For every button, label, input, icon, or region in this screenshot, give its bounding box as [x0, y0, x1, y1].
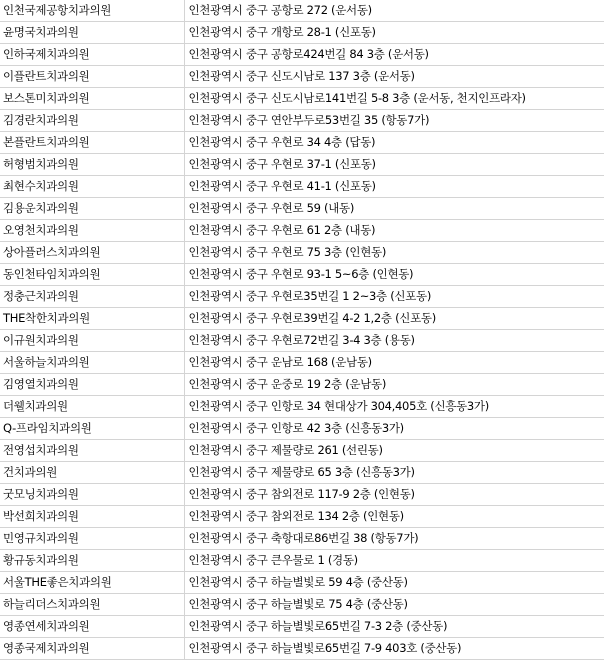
clinic-address-cell[interactable]: 인천광역시 중구 운중로 19 2층 (운남동)	[184, 374, 604, 396]
clinic-address-cell[interactable]: 인천광역시 중구 연안부두로53번길 35 (항동7가)	[184, 110, 604, 132]
table-row	[0, 66, 604, 88]
table-row	[0, 154, 604, 176]
clinic-address-cell[interactable]: 인천광역시 중구 우현로39번길 4-2 1,2층 (신포동)	[184, 308, 604, 330]
clinic-name-cell[interactable]: 서울THE좋은치과의원	[0, 572, 184, 594]
clinic-name-cell[interactable]: 인하국제치과의원	[0, 44, 184, 66]
table-row	[0, 396, 604, 418]
clinic-address-cell[interactable]: 인천광역시 중구 신도시남로 137 3층 (운서동)	[184, 66, 604, 88]
clinic-name-cell[interactable]: Q-프라임치과의원	[0, 418, 184, 440]
clinic-name-cell[interactable]: 김경란치과의원	[0, 110, 184, 132]
clinic-name-cell[interactable]: 굿모닝치과의원	[0, 484, 184, 506]
clinic-address-cell[interactable]: 인천광역시 중구 제물량로 65 3층 (신흥동3가)	[184, 462, 604, 484]
table-row	[0, 440, 604, 462]
clinic-name-cell[interactable]: 보스톤미치과의원	[0, 88, 184, 110]
clinic-address-cell[interactable]: 인천광역시 중구 축항대로86번길 38 (항동7가)	[184, 528, 604, 550]
table-row	[0, 0, 604, 22]
table-row	[0, 286, 604, 308]
table-row	[0, 242, 604, 264]
clinic-name-cell[interactable]: 건치과의원	[0, 462, 184, 484]
clinic-address-cell[interactable]: 인천광역시 중구 참외전로 134 2층 (인현동)	[184, 506, 604, 528]
clinic-name-cell[interactable]: 박선희치과의원	[0, 506, 184, 528]
clinic-name-cell[interactable]: 동인천타임치과의원	[0, 264, 184, 286]
clinic-name-cell[interactable]: 본플란트치과의원	[0, 132, 184, 154]
clinic-name-cell[interactable]: 이플란트치과의원	[0, 66, 184, 88]
clinic-name-cell[interactable]: THE착한치과의원	[0, 308, 184, 330]
clinic-address-cell[interactable]: 인천광역시 중구 개항로 28-1 (신포동)	[184, 22, 604, 44]
clinic-address-cell[interactable]: 인천광역시 중구 하늘별빛로65번길 7-9 403호 (중산동)	[184, 638, 604, 660]
clinic-name-cell[interactable]: 영종연세치과의원	[0, 616, 184, 638]
clinic-name-cell[interactable]: 상아플러스치과의원	[0, 242, 184, 264]
clinic-name-cell[interactable]: 김영열치과의원	[0, 374, 184, 396]
clinic-address-cell[interactable]: 인천광역시 중구 하늘별빛로 75 4층 (중산동)	[184, 594, 604, 616]
clinic-address-cell[interactable]: 인천광역시 중구 인항로 34 현대상가 304,405호 (신흥동3가)	[184, 396, 604, 418]
table-row	[0, 418, 604, 440]
clinic-address-cell[interactable]: 인천광역시 중구 우현로 75 3층 (인현동)	[184, 242, 604, 264]
table-row	[0, 462, 604, 484]
table-row	[0, 88, 604, 110]
table-row	[0, 374, 604, 396]
table-row	[0, 220, 604, 242]
table-row	[0, 572, 604, 594]
clinic-name-cell[interactable]: 황규동치과의원	[0, 550, 184, 572]
table-row	[0, 176, 604, 198]
clinic-address-cell[interactable]: 인천광역시 중구 신도시남로141번길 5-8 3층 (운서동, 천지인프라자)	[184, 88, 604, 110]
clinic-address-cell[interactable]: 인천광역시 중구 우현로72번길 3-4 3층 (용동)	[184, 330, 604, 352]
table-row	[0, 308, 604, 330]
clinic-name-cell[interactable]: 허형범치과의원	[0, 154, 184, 176]
clinic-name-cell[interactable]: 영종국제치과의원	[0, 638, 184, 660]
clinic-address-cell[interactable]: 인천광역시 중구 우현로35번길 1 2~3층 (신포동)	[184, 286, 604, 308]
clinic-address-cell[interactable]: 인천광역시 중구 우현로 34 4층 (답동)	[184, 132, 604, 154]
clinic-name-cell[interactable]: 정충근치과의원	[0, 286, 184, 308]
clinic-name-cell[interactable]: 최현수치과의원	[0, 176, 184, 198]
clinic-address-cell[interactable]: 인천광역시 중구 운남로 168 (운남동)	[184, 352, 604, 374]
table-row	[0, 198, 604, 220]
table-row	[0, 352, 604, 374]
clinic-name-cell[interactable]: 윤명국치과의원	[0, 22, 184, 44]
table-row	[0, 484, 604, 506]
clinic-address-cell[interactable]: 인천광역시 중구 우현로 59 (내동)	[184, 198, 604, 220]
clinic-address-cell[interactable]: 인천광역시 중구 하늘별빛로 59 4층 (중산동)	[184, 572, 604, 594]
clinic-address-cell[interactable]: 인천광역시 중구 공항로 272 (운서동)	[184, 0, 604, 22]
clinic-address-cell[interactable]: 인천광역시 중구 참외전로 117-9 2층 (인현동)	[184, 484, 604, 506]
clinic-name-cell[interactable]: 더웰치과의원	[0, 396, 184, 418]
table-row	[0, 44, 604, 66]
table-row	[0, 594, 604, 616]
clinic-address-cell[interactable]: 인천광역시 중구 인항로 42 3층 (신흥동3가)	[184, 418, 604, 440]
table-row	[0, 330, 604, 352]
clinic-address-cell[interactable]: 인천광역시 중구 우현로 93-1 5~6층 (인현동)	[184, 264, 604, 286]
clinic-address-cell[interactable]: 인천광역시 중구 하늘별빛로65번길 7-3 2층 (중산동)	[184, 616, 604, 638]
clinic-name-cell[interactable]: 이규원치과의원	[0, 330, 184, 352]
clinic-name-cell[interactable]: 오영천치과의원	[0, 220, 184, 242]
clinic-address-cell[interactable]: 인천광역시 중구 우현로 41-1 (신포동)	[184, 176, 604, 198]
table-row	[0, 110, 604, 132]
clinic-name-cell[interactable]: 하늘리더스치과의원	[0, 594, 184, 616]
clinic-name-cell[interactable]: 인천국제공항치과의원	[0, 0, 184, 22]
table-row	[0, 528, 604, 550]
clinic-name-cell[interactable]: 전영섭치과의원	[0, 440, 184, 462]
clinic-name-cell[interactable]: 서울하늘치과의원	[0, 352, 184, 374]
clinic-address-cell[interactable]: 인천광역시 중구 우현로 37-1 (신포동)	[184, 154, 604, 176]
table-row	[0, 22, 604, 44]
table-row	[0, 132, 604, 154]
table-row	[0, 506, 604, 528]
clinic-address-cell[interactable]: 인천광역시 중구 큰우물로 1 (경동)	[184, 550, 604, 572]
table-row	[0, 616, 604, 638]
clinic-address-cell[interactable]: 인천광역시 중구 제물량로 261 (선린동)	[184, 440, 604, 462]
table-row	[0, 638, 604, 660]
table-row	[0, 550, 604, 572]
clinic-name-cell[interactable]: 민영규치과의원	[0, 528, 184, 550]
clinic-name-cell[interactable]: 김용운치과의원	[0, 198, 184, 220]
clinic-address-cell[interactable]: 인천광역시 중구 우현로 61 2층 (내동)	[184, 220, 604, 242]
clinic-address-cell[interactable]: 인천광역시 중구 공항로424번길 84 3층 (운서동)	[184, 44, 604, 66]
table-row	[0, 264, 604, 286]
